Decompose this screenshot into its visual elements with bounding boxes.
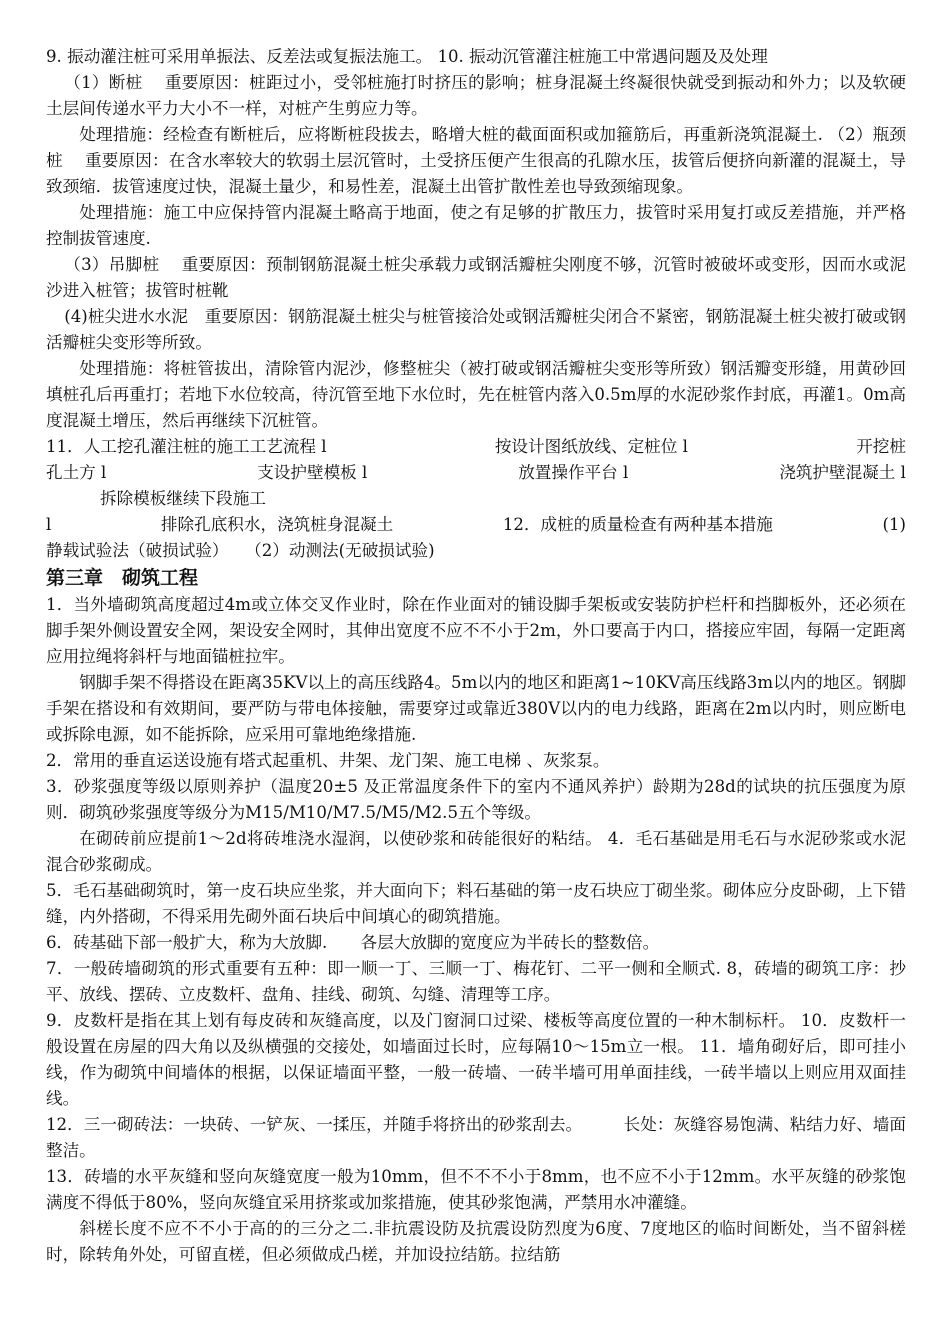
paragraph-broken-pile: （1）断桩 重要原因：桩距过小，受邻桩施打时挤压的影响；桩身混凝土终凝很快就受到振动和外力；以及软硬土层间传递水平力大小不一样，对桩产生剪应力等。: [46, 73, 906, 118]
flow-step: 开挖桩: [856, 437, 906, 456]
paragraph-item-12: 12．三一砌砖法：一块砖、一铲灰、一揉压，并随手将挤出的砂浆刮去。 长处：灰缝容易饱满、粘结力好、墙面整洁。: [46, 1115, 906, 1160]
flow-step: 浇筑护壁混凝土 l: [779, 463, 906, 482]
paragraph-scaffold: 钢脚手架不得搭设在距离35KV以上的高压线路4。5m以内的地区和距离1~10KV高压线路3m以内的地区。钢脚手架在搭设和有效期间，要严防与带电体接触，需要穿过或靠近380V以内的电力线路，距离在2m以内时，则应断电或拆除电源，如不能拆除，应采用可靠地绝缘措施.: [46, 673, 906, 744]
paragraph-item-7-8: 7．一般砖墙砌筑的形式重要有五种：即一顺一丁、三顺一丁、梅花钉、二平一侧和全顺式. 8，砖墙的砌筑工序：抄平、放线、摆砖、立皮数杆、盘角、挂线、砌筑、勾缝、清理等工序。: [46, 959, 906, 1004]
paragraph-necking-treatment: 处理措施：施工中应保持管内混凝土略高于地面，使之有足够的扩散压力，拔管时采用复打或反差措施，并严格控制拔管速度.: [46, 203, 906, 248]
paragraph-item-13: 13．砖墙的水平灰缝和竖向灰缝宽度一般为10mm，但不不不小于8mm，也不应不小于12mm。水平灰缝的砂浆饱满度不得低于80%，竖向灰缝宜采用挤浆或加浆措施，使其砂浆饱满，严禁用水冲灌缝。: [46, 1167, 906, 1212]
flow-step: 孔土方 l: [46, 463, 107, 482]
flow-step: (1): [882, 515, 906, 534]
process-flow-line-3: 拆除模板继续下段施工: [100, 489, 266, 508]
paragraph-9-10: 9. 振动灌注桩可采用单振法、反差法或复振法施工。 10. 振动沉管灌注桩施工中常遇问题及及处理: [46, 47, 768, 66]
paragraph-item-2: 2．常用的垂直运送设施有塔式起重机、井架、龙门架、施工电梯 、灰浆泵。: [46, 751, 610, 770]
paragraph-item-9-11: 9．皮数杆是指在其上划有每皮砖和灰缝高度，以及门窗洞口过梁、楼板等高度位置的一种木制标杆。 10．皮数杆一般设置在房屋的四大角以及纵横强的交接处，如墙面过长时，应每隔10～15m立一根。 11．墙角砌好后，即可挂小线，作为砌筑中间墙体的根据，以保证墙面平整，一般一砖墙、一砖半墙可用单面挂线，一砖半墙以上则应用双面挂线。: [46, 1011, 906, 1108]
paragraph-pile-tip-water: (4)桩尖进水水泥 重要原因：钢筋混凝土桩尖与桩管接洽处或钢活瓣桩尖闭合不紧密，钢筋混凝土桩尖被打破或钢活瓣桩尖变形等所致。: [46, 307, 906, 352]
flow-step: 12．成桩的质量检查有两种基本措施: [502, 515, 773, 534]
paragraph-pile-tip-treatment: 处理措施：将桩管拔出，清除管内泥沙，修整桩尖（被打破或钢活瓣桩尖变形等所致）钢活瓣变形缝，用黄砂回填桩孔后再重打；若地下水位较高，待沉管至地下水位时，先在桩管内落入0.5m厚的水泥砂浆作封底，再灌1。0m高度混凝土增压，然后再继续下沉桩管。: [46, 359, 906, 430]
flow-step: 按设计图纸放线、定桩位 l: [494, 437, 688, 456]
flow-step: 支设护壁模板 l: [257, 463, 368, 482]
flow-step: 排除孔底积水，浇筑桩身混凝土: [160, 515, 394, 534]
paragraph-hanging-pile: （3）吊脚桩 重要原因：预制钢筋混凝土桩尖承载力或钢活瓣桩尖刚度不够，沉管时被破坏或变形，因而水或泥沙进入桩管；拔管时桩靴: [46, 255, 906, 300]
paragraph-item-1: 1．当外墙砌筑高度超过4m或立体交叉作业时，除在作业面对的铺设脚手架板或安装防护栏杆和挡脚板外，还必须在脚手架外侧设置安全网，架设安全网时，其伸出宽度不应不不小于2m，外口要高于内口，搭接应牢固，每隔一定距离应用拉绳将斜杆与地面锚桩拉牢。: [46, 595, 906, 666]
process-flow-line-1: [46, 434, 906, 460]
paragraph-item-4: 在砌砖前应提前1～2d将砖堆浇水湿润，以使砂浆和砖能很好的粘结。 4．毛石基础是用毛石与水泥砂浆或水泥混合砂浆砌成。: [46, 829, 906, 874]
paragraph-broken-pile-treatment: 处理措施：经检查有断桩后，应将断桩段拔去，略增大桩的截面面积或加箍筋后，再重新浇筑混凝土. （2）瓶颈桩 重要原因：在含水率较大的软弱土层沉管时，土受挤压便产生很高的孔隙水压，拔管后便挤向新灌的混凝土，导致颈缩．拔管速度过快，混凝土量少，和易性差，混凝土出管扩散性差也导致颈缩现象。: [46, 125, 906, 196]
paragraph-item-5: 5．毛石基础砌筑时，第一皮石块应坐浆，并大面向下；料石基础的第一皮石块应丁砌坐浆。砌体应分皮卧砌，上下错缝，内外搭砌，不得采用先砌外面石块后中间填心的砌筑措施。: [46, 881, 906, 926]
process-flow-line-4: [46, 512, 906, 538]
paragraph-item-6: 6．砖基础下部一般扩大，称为大放脚. 各层大放脚的宽度应为半砖长的整数倍。: [46, 933, 660, 952]
flow-step: 放置操作平台 l: [518, 463, 629, 482]
process-flow-line-5: 静载试验法（破损试验） （2）动测法(无破损试验): [46, 541, 435, 560]
chapter-heading: 第三章 砌筑工程: [46, 567, 199, 589]
flow-step: 11．人工挖孔灌注桩的施工工艺流程 l: [46, 437, 327, 456]
paragraph-item-3: 3．砂浆强度等级以原则养护（温度20±5 及正常温度条件下的室内不通风养护）龄期为28d的试块的抗压强度为原则．砌筑砂浆强度等级分为M15/M10/M7.5/M5/M2.5五个等级。: [46, 777, 906, 822]
paragraph-toothing: 斜槎长度不应不不小于高的的三分之二.非抗震设防及抗震设防烈度为6度、7度地区的临时间断处，当不留斜槎时，除转角外处，可留直槎，但必须做成凸槎，并加设拉结筋。拉结筋: [46, 1219, 906, 1264]
flow-step: l: [46, 515, 52, 534]
process-flow-line-2: [46, 460, 906, 486]
